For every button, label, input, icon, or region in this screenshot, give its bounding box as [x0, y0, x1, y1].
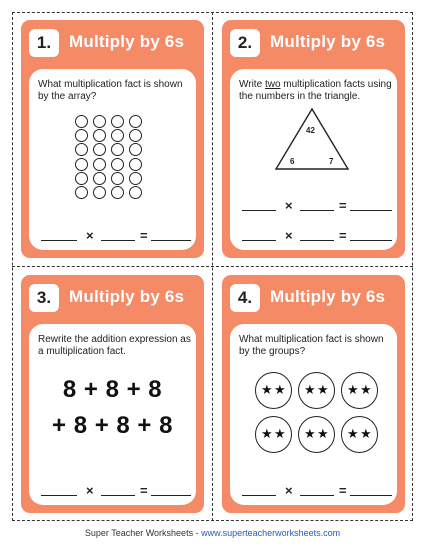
- array-circle: [75, 129, 88, 142]
- answer-blank[interactable]: [242, 495, 276, 496]
- array-circle: [111, 172, 124, 185]
- card-header: [21, 275, 204, 319]
- equals-sign: =: [140, 228, 148, 243]
- star-group-circle: [255, 372, 292, 409]
- star-icon: ★: [261, 382, 273, 397]
- times-sign: ×: [86, 483, 94, 498]
- answer-blank[interactable]: [350, 240, 392, 241]
- answer-blank[interactable]: [300, 210, 334, 211]
- answer-blank[interactable]: [350, 210, 392, 211]
- question-prompt: What multiplication fact is shown by the groups?: [239, 334, 384, 357]
- answer-blank[interactable]: [242, 210, 276, 211]
- card-header: [222, 20, 405, 64]
- answer-line: [41, 227, 191, 243]
- array-circle: [93, 115, 106, 128]
- star-group-circle: [298, 372, 335, 409]
- card-title: Multiply by 6s: [69, 287, 185, 306]
- card-title: Multiply by 6s: [270, 287, 386, 306]
- answer-blank[interactable]: [151, 495, 191, 496]
- array-circle: [111, 143, 124, 156]
- answer-blank[interactable]: [300, 240, 334, 241]
- question-prompt: Rewrite the addition expression as a multiplication fact.: [38, 334, 191, 357]
- star-icon: ★: [304, 382, 316, 397]
- array-circle: [111, 158, 124, 171]
- card-number: 1.: [29, 29, 59, 57]
- answer-line: [242, 197, 392, 213]
- star-icon: ★: [360, 426, 372, 441]
- equals-sign: =: [140, 483, 148, 498]
- star-icon: ★: [360, 382, 372, 397]
- answer-blank[interactable]: [41, 495, 77, 496]
- answer-line: [242, 482, 392, 498]
- times-sign: ×: [285, 198, 293, 213]
- addition-expression-line-1: 8 + 8 + 8: [62, 376, 163, 403]
- star-icon: ★: [317, 382, 329, 397]
- card-body: [230, 69, 397, 250]
- array-circle: [129, 186, 142, 199]
- array-circle: [111, 186, 124, 199]
- card-header: [21, 20, 204, 64]
- answer-blank[interactable]: [300, 495, 334, 496]
- footer: [0, 528, 425, 538]
- array-circle: [129, 115, 142, 128]
- answer-blank[interactable]: [41, 240, 77, 241]
- task-card-2: [222, 20, 405, 258]
- array-circle: [75, 186, 88, 199]
- times-sign: ×: [285, 483, 293, 498]
- star-icon: ★: [261, 426, 273, 441]
- task-card-1: [21, 20, 204, 258]
- footer-website-link[interactable]: www.superteacherworksheets.com: [201, 528, 341, 538]
- triangle-top-number: 42: [306, 126, 315, 135]
- answer-line: [41, 482, 191, 498]
- triangle-left-number: 6: [290, 157, 295, 166]
- answer-blank[interactable]: [350, 495, 392, 496]
- array-circle: [129, 172, 142, 185]
- star-group-circle: [341, 372, 378, 409]
- star-icon: ★: [304, 426, 316, 441]
- star-group-circle: [298, 416, 335, 453]
- prompt-text: multiplication facts using the numbers in the triangle.: [239, 79, 392, 102]
- card-body: [29, 69, 196, 250]
- array-circle: [93, 186, 106, 199]
- task-card-4: [222, 275, 405, 513]
- array-circle: [75, 172, 88, 185]
- answer-blank[interactable]: [101, 495, 135, 496]
- equals-sign: =: [339, 483, 347, 498]
- prompt-text: Write: [239, 79, 265, 90]
- card-title: Multiply by 6s: [270, 32, 386, 51]
- equals-sign: =: [339, 198, 347, 213]
- triangle-icon: [272, 107, 352, 171]
- prompt-underlined-word: two: [264, 79, 281, 90]
- triangle-right-number: 7: [329, 157, 334, 166]
- star-group-circle: [341, 416, 378, 453]
- question-prompt: What multiplication fact is shown by the array?: [38, 79, 183, 102]
- star-icon: ★: [347, 426, 359, 441]
- array-circle: [93, 143, 106, 156]
- star-icon: ★: [317, 426, 329, 441]
- card-header: [222, 275, 405, 319]
- star-icon: ★: [274, 382, 286, 397]
- array-circle: [93, 158, 106, 171]
- card-body: [29, 324, 196, 505]
- star-icon: ★: [347, 382, 359, 397]
- array-circle: [129, 158, 142, 171]
- array-circle: [93, 129, 106, 142]
- times-sign: ×: [285, 228, 293, 243]
- array-circle: [75, 158, 88, 171]
- array-circle: [75, 115, 88, 128]
- answer-blank[interactable]: [101, 240, 135, 241]
- times-sign: ×: [86, 228, 94, 243]
- array-circle: [93, 172, 106, 185]
- equals-sign: =: [339, 228, 347, 243]
- card-number: 2.: [230, 29, 260, 57]
- card-number: 3.: [29, 284, 59, 312]
- array-circle: [129, 143, 142, 156]
- star-icon: ★: [274, 426, 286, 441]
- answer-line: [242, 227, 392, 243]
- card-title: Multiply by 6s: [69, 32, 185, 51]
- array-circle: [111, 129, 124, 142]
- card-body: [230, 324, 397, 505]
- answer-blank[interactable]: [242, 240, 276, 241]
- question-prompt: [239, 79, 394, 103]
- answer-blank[interactable]: [151, 240, 191, 241]
- task-card-3: [21, 275, 204, 513]
- addition-expression-line-2: + 8 + 8 + 8: [52, 412, 173, 439]
- horizontal-cut-line: [12, 266, 413, 267]
- array-circle: [111, 115, 124, 128]
- number-triangle: [272, 107, 352, 171]
- star-group-circle: [255, 416, 292, 453]
- array-circle: [129, 129, 142, 142]
- footer-text: Super Teacher Worksheets -: [84, 528, 202, 538]
- card-number: 4.: [230, 284, 260, 312]
- array-circle: [75, 143, 88, 156]
